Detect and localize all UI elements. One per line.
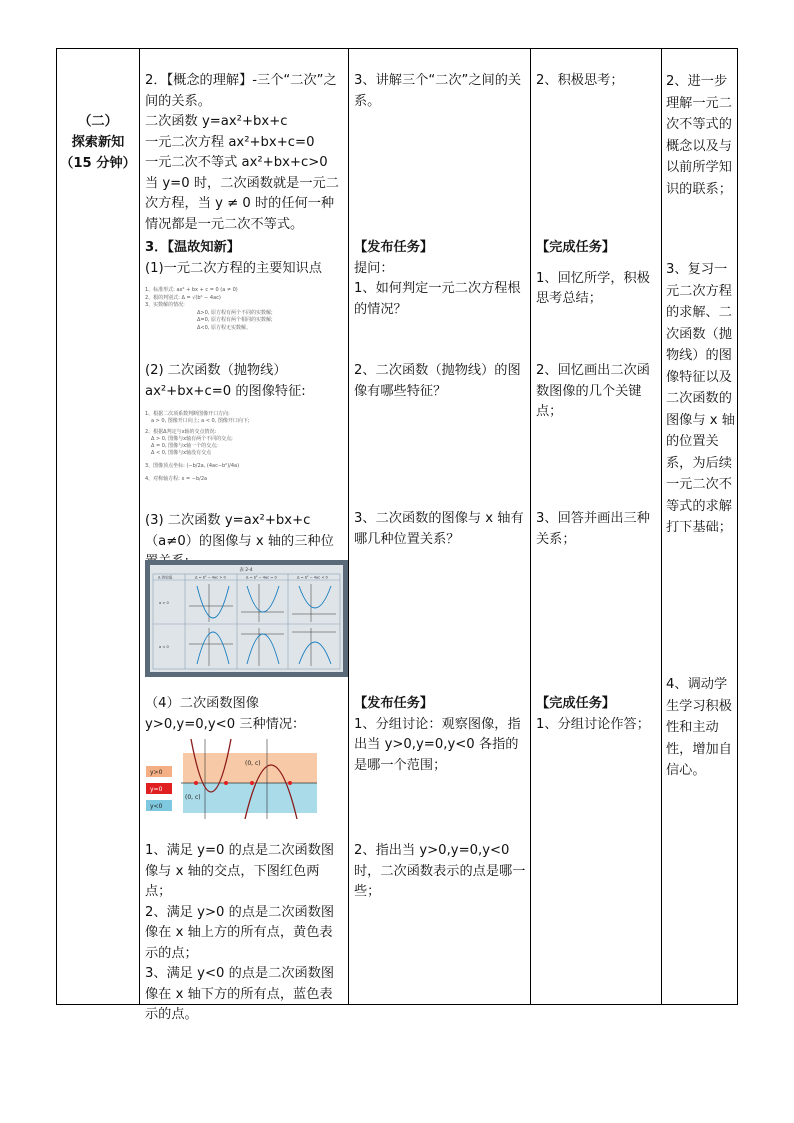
discriminant-figure — [145, 560, 348, 677]
point-label: (0, c) — [185, 794, 201, 801]
intersection-point — [194, 781, 198, 785]
figure-col-header: Δ 的取值 — [158, 575, 173, 580]
quadratic-function: 二次函数 y=ax²+bx+c — [145, 114, 288, 129]
figure-table-title: 表 2-4 — [239, 568, 253, 573]
figure-col-header: Δ = b² − 4ac = 0 — [246, 575, 277, 580]
lesson-table — [56, 48, 738, 1022]
purpose-3: 3、复习一元二次方程的求解、二次函数（抛物线）的图像特征以及二次函数的图像与 x 轴的位置关系，为后续一元二次不等式的求解打下基础； — [666, 262, 735, 535]
svg-text:y>0: y>0 — [150, 769, 163, 776]
review-q2: (2) 二次函数（抛物线）ax²+bx+c=0 的图像特征: — [145, 363, 306, 399]
student-activity-2 — [536, 238, 657, 310]
column-divider — [348, 49, 349, 1004]
figure-row-label: a < 0 — [159, 645, 169, 649]
intersection-point — [250, 781, 254, 785]
review-q3: (3) 二次函数 y=ax²+bx+c（a≠0）的图像与 x 轴的三种位 — [145, 513, 334, 549]
teacher-task-heading: 【发布任务】 — [354, 240, 434, 255]
teacher-activity-3 — [354, 694, 526, 776]
student-task-heading: 【完成任务】 — [536, 696, 616, 711]
teacher-question-2: 2、二次函数（抛物线）的图像有哪些特征？ — [354, 363, 521, 399]
teacher-ask: 提问： — [354, 260, 394, 276]
teacher-question: 1、如何判定一元二次方程根的情况？ — [354, 281, 521, 317]
point-label: (0, c) — [245, 760, 261, 767]
explanation-item: 2、满足 y>0 的点是二次函数图像在 x 轴上方的所有点，黄色表示的点； — [145, 904, 335, 961]
relation-note: 当 y=0 时，二次函数就是一元二次方程，当 y ≠ 0 时的任何一种情况都是一元二次不等式。 — [145, 175, 339, 232]
teacher-question-3: 3、二次函数的图像与 x 轴有哪几种位置关系？ — [354, 511, 524, 547]
stage-duration: （15 分钟） — [60, 156, 136, 171]
column-divider — [530, 49, 531, 1004]
stage-cell — [57, 111, 139, 174]
stage-number: （二） — [78, 114, 118, 129]
figure-col-header: Δ = b² − 4ac < 0 — [297, 575, 328, 580]
review-q1: (1)一元二次方程的主要知识点 — [145, 260, 322, 276]
figure-row-label: a > 0 — [159, 601, 169, 605]
equation-notes-image: 1、标准形式: ax² + bx + c = 0 (a ≠ 0) 2、根的判别式: Δ = √(b² − 4ac) 3、实数解的情况: Δ>0, 原方程有两个不同的实数解; Δ=0, 原方程有两个相同的实数解; Δ<0, 原方程无实数解。 — [145, 287, 273, 331]
concept-title: 2．【概念的理解】-三个“二次”之间的关系。 — [145, 73, 337, 109]
student-response: 1、回忆所学，积极思考总结； — [536, 270, 650, 306]
quadratic-inequality: 一元二次不等式 ax²+bx+c>0 — [145, 155, 328, 170]
review-q4: （4）二次函数图像 y>0,y=0,y<0 三种情况： — [145, 696, 306, 732]
teacher-question: 1、分组讨论：观察图像，指出当 y>0,y=0,y<0 各指的是哪一个范围； — [354, 716, 521, 773]
sign-explanations — [145, 841, 343, 1026]
explanation-item: 3、满足 y<0 的点是二次函数图像在 x 轴下方的所有点，蓝色表示的点。 — [145, 966, 335, 1022]
purpose-2: 2、进一步理解一元二次不等式的概念以及与以前所学知识的联系； — [666, 74, 732, 197]
stage-title: 探索新知 — [71, 135, 125, 150]
intersection-point — [224, 781, 228, 785]
figure-col-header: Δ = b² − 4ac > 0 — [195, 575, 226, 580]
purpose-4: 4、调动学生学习积极性和主动性，增加自信心。 — [666, 677, 732, 778]
svg-text:y=0: y=0 — [150, 786, 163, 793]
student-activity-3 — [536, 694, 657, 735]
student-response: 1、分组讨论作答； — [536, 716, 650, 732]
student-response-3: 3、回答并画出三种关系； — [536, 511, 650, 547]
content-section-2 — [145, 71, 343, 235]
svg-text:y<0: y<0 — [150, 803, 163, 810]
parabola-notes-image: 1、根据二次项系数判断图像开口方向: a > 0, 图像开口向上; a < 0, 图像开口向下; 2、根据Δ判定与x轴的交点情况: Δ > 0, 图像与x轴有两个不同的交点; Δ = 0, 图像与x轴一个的交点; Δ < 0, 图像与x轴没有交点 3、图像顶点坐标: (−b/2a, (4ac−b²)/4a) 4、对称轴方程: x = −b/2a — [145, 411, 250, 482]
review-title: 3．【温故知新】 — [145, 240, 240, 255]
student-response-2: 2、回忆画出二次函数图像的几个关键点； — [536, 363, 650, 419]
content-section-3 — [145, 238, 343, 279]
teacher-activity-2 — [354, 238, 526, 320]
teacher-activity-1: 3、讲解三个“二次”之间的关系。 — [354, 73, 522, 109]
student-task-heading: 【完成任务】 — [536, 240, 616, 255]
intersection-point — [288, 781, 292, 785]
column-divider — [139, 49, 140, 1004]
sign-regions-figure — [145, 735, 317, 819]
teacher-question-5: 2、指出当 y>0,y=0,y<0 时，二次函数表示的点是哪一些； — [354, 843, 526, 899]
column-divider — [661, 49, 662, 1004]
explanation-item: 1、满足 y=0 的点是二次函数图像与 x 轴的交点，下图红色两点； — [145, 843, 335, 899]
teacher-task-heading: 【发布任务】 — [354, 696, 434, 711]
student-activity-1: 2、积极思考； — [536, 73, 624, 88]
quadratic-equation: 一元二次方程 ax²+bx+c=0 — [145, 134, 315, 150]
